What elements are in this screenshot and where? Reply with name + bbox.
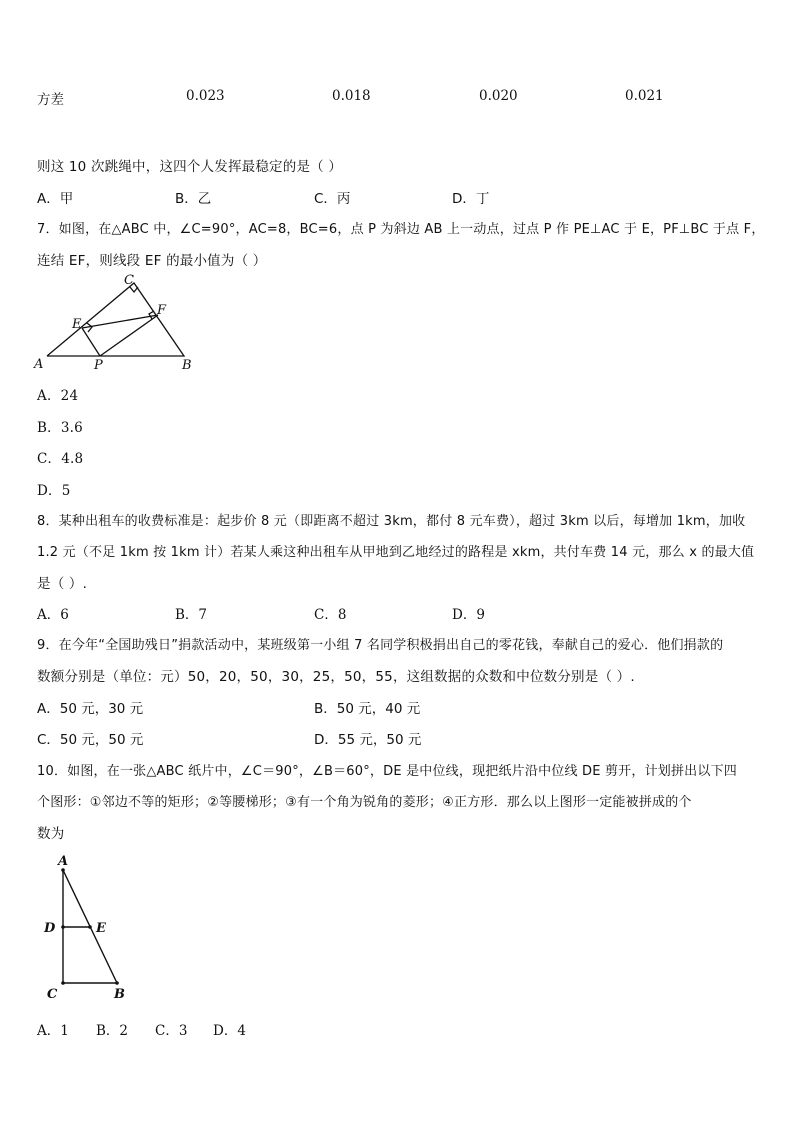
question-7-line-1: 7．如图，在△ABC 中，∠C=90°，AC=8，BC=6，点 P 为斜边 AB 上一动点，过点 P 作 PE⊥AC 于 E，PF⊥BC 于点 F， [37, 222, 765, 237]
variance-value-1: 0.023 [186, 88, 225, 104]
q8-option-a: A．6 [37, 607, 69, 623]
figure7-label-e: E [72, 317, 82, 332]
variance-value-2: 0.018 [332, 88, 371, 104]
q9-option-a: A．50 元，30 元 [37, 701, 144, 717]
q7-option-c: C．4.8 [37, 451, 84, 467]
question-6-text: 则这 10 次跳绳中，这四个人发挥最稳定的是（ ） [37, 159, 343, 175]
variance-value-4: 0.021 [625, 88, 664, 104]
question-9-line-2: 数额分别是（单位：元）50，20，50，30，25，50，55，这组数据的众数和中位数分别是（ ）. [37, 669, 635, 685]
figure7-label-p: P [94, 358, 103, 373]
question-10-line-3: 数为 [37, 826, 65, 842]
q8-option-d: D．9 [452, 607, 485, 623]
q9-option-c: C．50 元，50 元 [37, 732, 144, 748]
q6-option-c: C．丙 [314, 191, 351, 207]
q8-option-c: C．8 [314, 607, 347, 623]
q8-option-b: B．7 [175, 607, 208, 623]
variance-value-3: 0.020 [479, 88, 518, 104]
question-8-line-3: 是（ ）. [37, 576, 88, 592]
q7-option-a: A．24 [37, 388, 79, 404]
triangle-cut-figure [40, 848, 140, 1006]
q6-option-a: A．甲 [37, 191, 74, 207]
question-8-line-2: 1.2 元（不足 1km 按 1km 计）若某人乘这种出租车从甲地到乙地经过的路程是 xkm，共付车费 14 元，那么 x 的最大值 [37, 545, 755, 560]
q10-option-c: C．3 [155, 1023, 188, 1039]
question-10-line-2: 个图形：①邻边不等的矩形；②等腰梯形；③有一个角为锐角的菱形；④正方形．那么以上图形一定能被拼成的个 [37, 795, 692, 810]
variance-label: 方差 [37, 92, 64, 108]
figure7-label-a: A [34, 357, 44, 372]
figure10-label-c: C [47, 987, 58, 1002]
figure10-label-a: A [58, 854, 69, 869]
q7-option-b: B．3.6 [37, 420, 83, 436]
q10-option-b: B．2 [96, 1023, 129, 1039]
question-10-line-1: 10．如图，在一张△ABC 纸片中，∠C＝90°，∠B＝60°，DE 是中位线，现把纸片沿中位线 DE 剪开，计划拼出以下四 [37, 764, 737, 779]
q9-option-b: B．50 元，40 元 [314, 701, 421, 717]
q10-option-d: D．4 [213, 1023, 246, 1039]
figure10-label-b: B [114, 987, 125, 1002]
q7-option-d: D．5 [37, 483, 71, 499]
question-8-line-1: 8．某种出租车的收费标准是：起步价 8 元（即距离不超过 3km，都付 8 元车费），超过 3km 以后，每增加 1km，加收 [37, 514, 746, 529]
question-7-line-2: 连结 EF，则线段 EF 的最小值为（ ） [37, 253, 267, 269]
figure7-label-c: C [124, 273, 134, 288]
figure10-label-d: D [44, 921, 56, 936]
triangle-abc-figure [30, 270, 210, 375]
q10-option-a: A．1 [37, 1023, 69, 1039]
q6-option-b: B．乙 [175, 191, 212, 207]
q9-option-d: D．55 元，50 元 [314, 732, 422, 748]
figure7-label-b: B [182, 358, 192, 373]
q6-option-d: D．丁 [452, 191, 490, 207]
figure7-label-f: F [157, 303, 167, 318]
question-9-line-1: 9．在今年“全国助残日”捐款活动中，某班级第一小组 7 名同学积极捐出自己的零花钱，奉献自己的爱心．他们捐款的 [37, 638, 724, 653]
figure10-label-e: E [96, 921, 106, 936]
